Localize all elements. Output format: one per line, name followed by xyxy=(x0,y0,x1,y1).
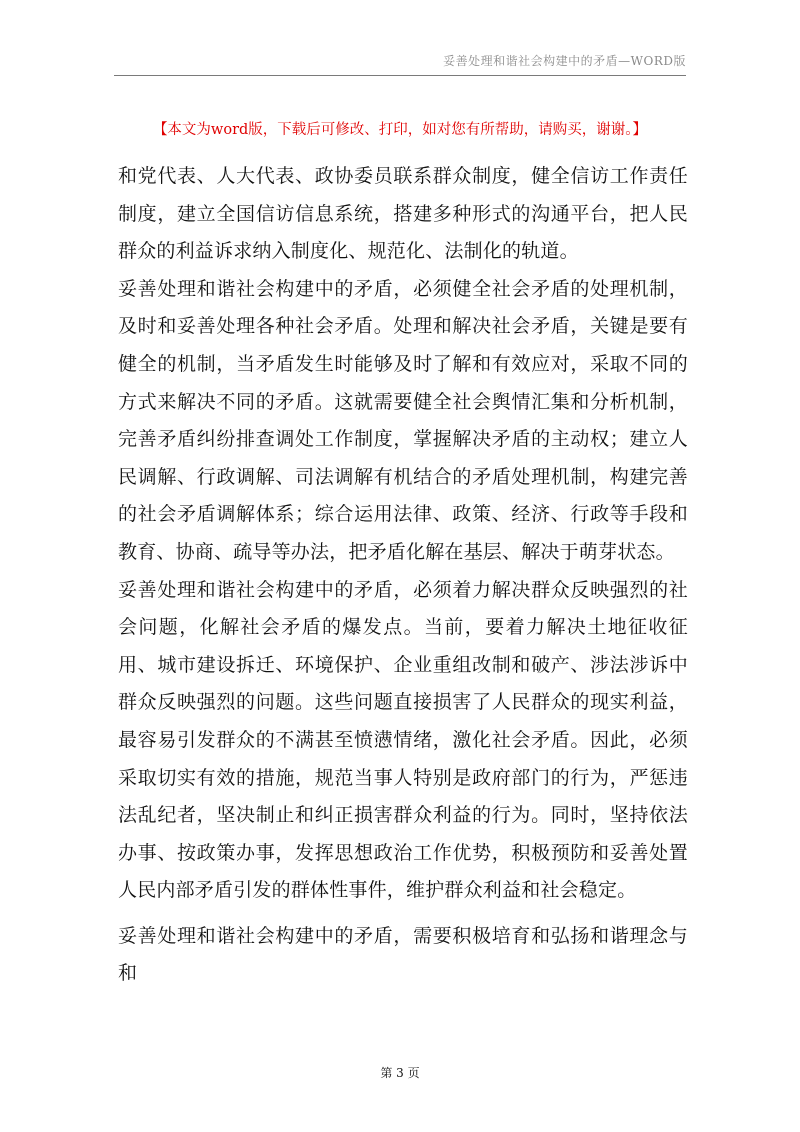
header-divider xyxy=(114,75,686,76)
download-notice: 【本文为word版，下载后可修改、打印，如对您有所帮助，请购买，谢谢。】 xyxy=(152,122,648,138)
page-number: 第 3 页 xyxy=(380,1066,420,1080)
running-header-title: 妥善处理和谐社会构建中的矛盾—WORD版 xyxy=(443,54,686,68)
paragraph-2: 妥善处理和谐社会构建中的矛盾，必须健全社会矛盾的处理机制，及时和妥善处理各种社会矛盾。处理和解决社会矛盾，关键是要有健全的机制，当矛盾发生时能够及时了解和有效应对，采取不同的方式来解决不同的矛盾。这就需要健全社会舆情汇集和分析机制，完善矛盾纠纷排查调处工作制度，掌握解决矛盾的主动权；建立人民调解、行政调解、司法调解有机结合的矛盾处理机制，构建完善的社会矛盾调解体系；综合运用法律、政策、经济、行政等手段和教育、协商、疏导等办法，把矛盾化解在基层、解决于萌芽状态。 xyxy=(118,277,688,563)
document-body xyxy=(118,158,688,993)
paragraph-3: 妥善处理和谐社会构建中的矛盾，必须着力解决群众反映强烈的社会问题，化解社会矛盾的爆发点。当前，要着力解决土地征收征用、城市建设拆迁、环境保护、企业重组改制和破产、涉法涉诉中群众反映强烈的问题。这些问题直接损害了人民群众的现实利益，最容易引发群众的不满甚至愤懑情绪，激化社会矛盾。因此，必须采取切实有效的措施，规范当事人特别是政府部门的行为，严惩违法乱纪者，坚决制止和纠正损害群众利益的行为。同时，坚持依法办事、按政策办事，发挥思想政治工作优势，积极预防和妥善处置人民内部矛盾引发的群体性事件，维护群众利益和社会稳定。 xyxy=(118,578,688,902)
paragraph-4: 妥善处理和谐社会构建中的矛盾，需要积极培育和弘扬和谐理念与和 xyxy=(118,924,688,985)
paragraph-1: 和党代表、人大代表、政协委员联系群众制度，健全信访工作责任制度，建立全国信访信息系统，搭建多种形式的沟通平台，把人民群众的利益诉求纳入制度化、规范化、法制化的轨道。 xyxy=(118,165,688,263)
